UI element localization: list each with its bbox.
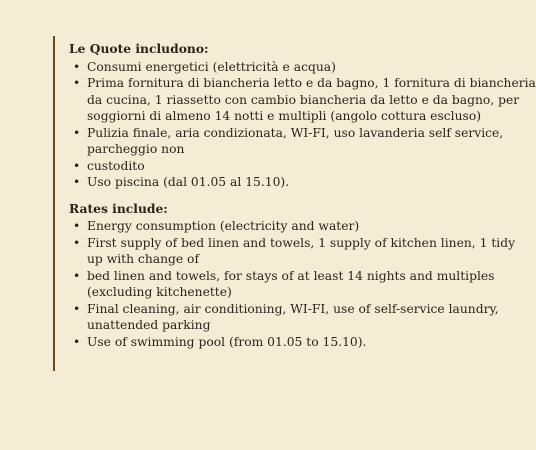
bullet-icon: • [73, 175, 81, 189]
list-item: • bed linen and towels, for stays of at least 14 nights and multiples (excluding kitchenette) [73, 268, 495, 299]
rates-info-block [69, 41, 536, 350]
bullet-icon: • [73, 219, 81, 233]
list-item: • Pulizia finale, aria condizionata, WI-FI, uso lavanderia self service, parcheggio non [73, 125, 504, 156]
bullet-icon: • [73, 301, 81, 316]
list-item: • Final cleaning, air conditioning, WI-FI, use of self-service laundry, unattended parking [73, 301, 499, 332]
list-item: • First supply of bed linen and towels, 1 supply of kitchen linen, 1 tidy up with change of [73, 235, 516, 266]
bullet-icon: • [73, 235, 81, 250]
list-item: • custodito [73, 158, 145, 173]
list-item: • Consumi energetici (elettricità e acqua) [73, 59, 336, 74]
list-item: • Uso piscina (dal 01.05 al 15.10). [73, 175, 290, 189]
english-heading: Rates include: [69, 200, 168, 216]
italian-heading: Le Quote includono: [69, 41, 209, 56]
bullet-icon: • [73, 59, 81, 74]
bullet-icon: • [73, 334, 81, 349]
bullet-icon: • [73, 76, 81, 90]
list-item: • Use of swimming pool (from 01.05 to 15.10). [73, 334, 367, 349]
bullet-icon: • [73, 158, 81, 173]
list-item: • Energy consumption (electricity and water) [73, 219, 360, 233]
bullet-icon: • [73, 125, 81, 140]
list-item: • Prima fornitura di biancheria letto e da bagno, 1 fornitura di biancheria da cucina, 1 riassetto con cambio biancheria da letto e da bagno, per soggiorni di almeno 14 notti e multipli (angolo cottura escluso) [73, 76, 536, 123]
vertical-accent-rule [53, 36, 55, 371]
italian-list [69, 59, 536, 191]
bullet-icon: • [73, 268, 81, 283]
english-list [69, 218, 516, 350]
